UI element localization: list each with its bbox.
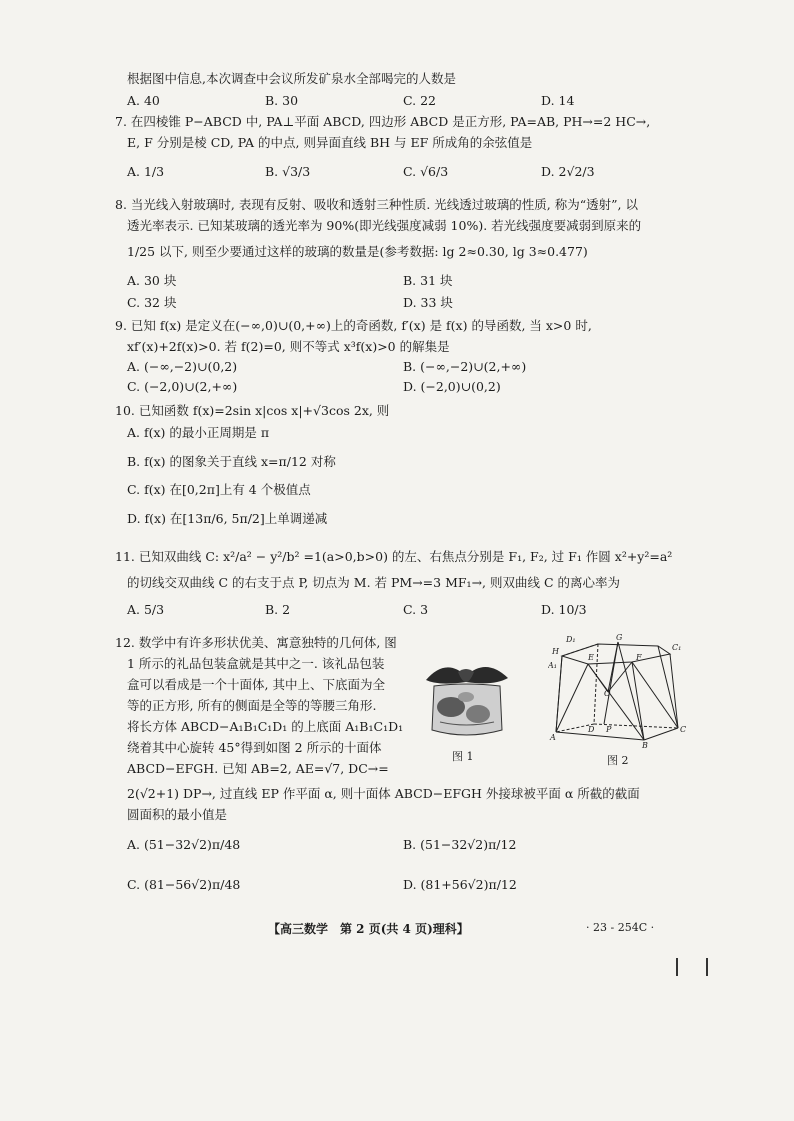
q12-option-d: D. (81+56√2)π/12	[403, 877, 517, 892]
q12-line4: 等的正方形, 所有的侧面是全等的等腰三角形.	[127, 698, 377, 713]
q12-line2: 1 所示的礼品包装盒就是其中之一. 该礼品包装	[127, 656, 385, 671]
svg-text:P: P	[606, 725, 612, 734]
svg-text:O: O	[604, 689, 611, 698]
q12-line6: 绕着其中心旋转 45°得到如图 2 所示的十面体	[127, 740, 382, 755]
svg-text:H: H	[552, 647, 559, 656]
q12-line5: 将长方体 ABCD−A₁B₁C₁D₁ 的上底面 A₁B₁C₁D₁	[127, 719, 404, 734]
q7-option-d: D. 2√2/3	[541, 164, 595, 179]
q11-option-d: D. 10/3	[541, 602, 587, 617]
svg-text:C₁: C₁	[672, 643, 682, 652]
q11-option-a: A. 5/3	[127, 602, 165, 617]
q9-line2: xf′(x)+2f(x)>0. 若 f(2)=0, 则不等式 x³f(x)>0 的解集是	[127, 339, 450, 354]
q8-option-a: A. 30 块	[127, 273, 177, 288]
q7-option-a: A. 1/3	[127, 164, 165, 179]
q10-option-c: C. f(x) 在[0,2π]上有 4 个极值点	[127, 482, 311, 497]
q6-stem: 根据图中信息,本次调查中会议所发矿泉水全部喝完的人数是	[127, 71, 456, 86]
q12-line7: ABCD−EFGH. 已知 AB=2, AE=√7, DC→=	[127, 761, 389, 776]
q7-line2: E, F 分别是棱 CD, PA 的中点, 则异面直线 BH 与 EF 所成角的余弦值是	[127, 135, 533, 150]
q10-option-d: D. f(x) 在[13π/6, 5π/2]上单调递减	[127, 511, 328, 526]
q12-option-b: B. (51−32√2)π/12	[403, 837, 517, 852]
svg-text:D₁: D₁	[566, 635, 576, 644]
q10-stem: 10. 已知函数 f(x)=2sin x|cos x|+√3cos 2x, 则	[115, 403, 390, 418]
q9-option-c: C. (−2,0)∪(2,+∞)	[127, 379, 238, 394]
svg-text:F: F	[636, 653, 642, 662]
q8-line2: 透光率表示. 已知某玻璃的透光率为 90%(即光线强度减弱 10%). 若光线强度要减弱到原来的	[127, 218, 642, 233]
svg-text:A₁: A₁	[548, 661, 557, 670]
q6-option-c: C. 22	[403, 93, 436, 108]
q9-line1: 9. 已知 f(x) 是定义在(−∞,0)∪(0,+∞)上的奇函数, f′(x) 是 f(x) 的导函数, 当 x>0 时,	[115, 318, 592, 333]
q9-option-a: A. (−∞,−2)∪(0,2)	[127, 359, 238, 374]
q11-line1: 11. 已知双曲线 C: x²/a² − y²/b² =1(a>0,b>0) 的左、右焦点分别是 F₁, F₂, 过 F₁ 作圆 x²+y²=a²	[115, 549, 673, 564]
q7-option-c: C. √6/3	[403, 164, 449, 179]
q12-option-c: C. (81−56√2)π/48	[127, 877, 241, 892]
q9-option-d: D. (−2,0)∪(0,2)	[403, 379, 501, 394]
q10-option-b: B. f(x) 的图象关于直线 x=π/12 对称	[127, 454, 336, 469]
svg-text:C: C	[680, 725, 687, 734]
binding-mark	[676, 958, 678, 976]
page-code: · 23 - 254C ·	[586, 921, 655, 934]
q9-option-b: B. (−∞,−2)∪(2,+∞)	[403, 359, 527, 374]
q11-option-b: B. 2	[265, 602, 291, 617]
q8-option-d: D. 33 块	[403, 295, 453, 310]
svg-text:A: A	[550, 733, 556, 742]
q7-line1: 7. 在四棱锥 P−ABCD 中, PA⊥平面 ABCD, 四边形 ABCD 是正方形, PA=AB, PH→=2 HC→,	[115, 114, 651, 129]
svg-text:G: G	[616, 633, 623, 642]
q8-option-c: C. 32 块	[127, 295, 177, 310]
figure1-label: 图 1	[452, 750, 474, 763]
q12-line9: 圆面积的最小值是	[127, 807, 228, 822]
q8-line1: 8. 当光线入射玻璃时, 表现有反射、吸收和透射三种性质. 光线透过玻璃的性质, 称为“透射”, 以	[115, 197, 638, 212]
svg-text:E: E	[588, 653, 594, 662]
q10-option-a: A. f(x) 的最小正周期是 π	[127, 425, 270, 440]
figure2-label: 图 2	[607, 754, 629, 767]
q12-line3: 盒可以看成是一个十面体, 其中上、下底面为全	[127, 677, 385, 692]
gift-box-image	[416, 652, 516, 742]
q11-option-c: C. 3	[403, 602, 429, 617]
q12-line8: 2(√2+1) DP→, 过直线 EP 作平面 α, 则十面体 ABCD−EFGH 外接球被平面 α 所截的截面	[127, 786, 640, 801]
svg-text:B: B	[642, 741, 648, 750]
page-footer: 【高三数学 第 2 页(共 4 页)理科】	[268, 922, 469, 936]
decahedron-diagram	[548, 632, 688, 750]
q12-line1: 12. 数学中有许多形状优美、寓意独特的几何体, 图	[115, 635, 397, 650]
svg-text:D: D	[588, 725, 595, 734]
q6-option-a: A. 40	[127, 93, 160, 108]
q8-option-b: B. 31 块	[403, 273, 453, 288]
q7-option-b: B. √3/3	[265, 164, 311, 179]
q6-option-d: D. 14	[541, 93, 575, 108]
q11-line2: 的切线交双曲线 C 的右支于点 P, 切点为 M. 若 PM→=3 MF₁→, 则双曲线 C 的离心率为	[127, 575, 621, 590]
q12-option-a: A. (51−32√2)π/48	[127, 837, 241, 852]
binding-mark	[706, 958, 708, 976]
q6-option-b: B. 30	[265, 93, 299, 108]
q8-line3: 1/25 以下, 则至少要通过这样的玻璃的数量是(参考数据: lg 2≈0.30, lg 3≈0.477)	[127, 244, 588, 259]
